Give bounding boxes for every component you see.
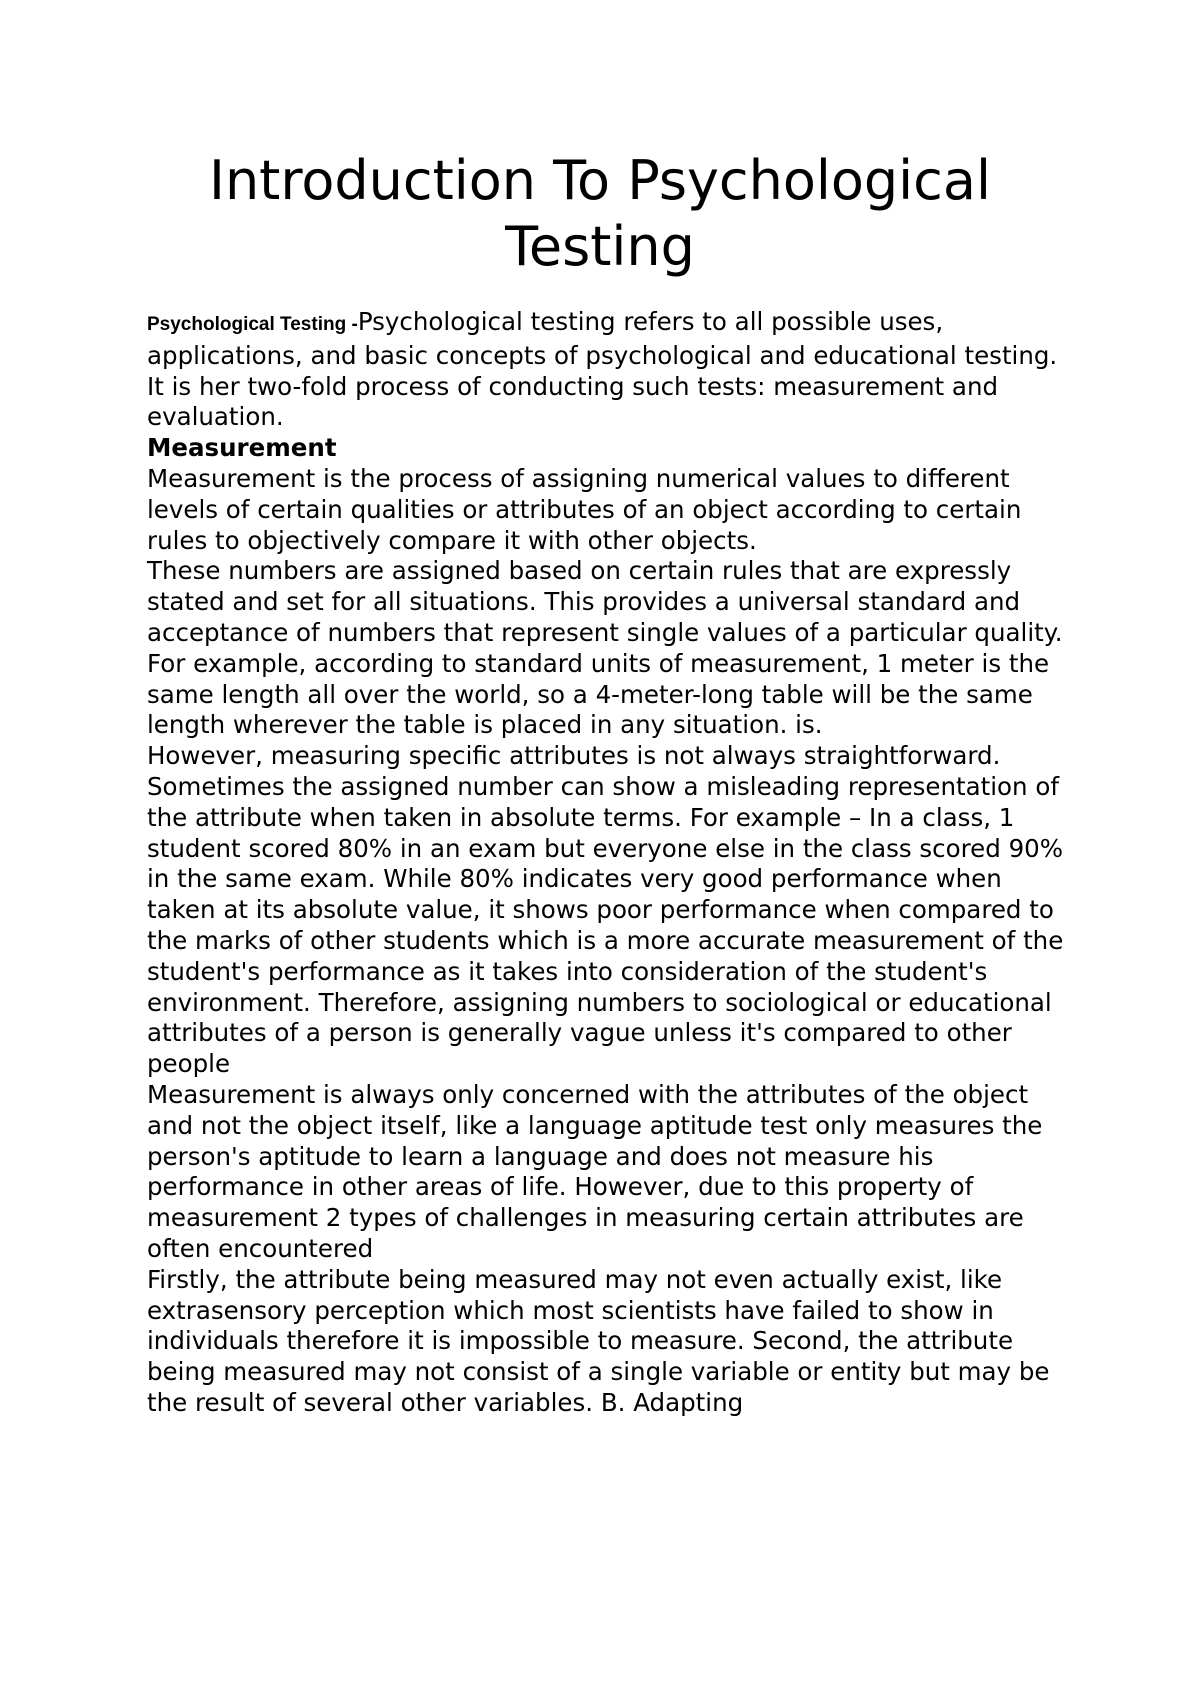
paragraph-attributes: Measurement is always only concerned with the attributes of the object and not the object itself, like a language aptitude test only measures the person's aptitude to learn a language and does not measure his performance in other areas of life. However, due to this property of measurement 2 types of challenges in measuring certain attributes are often encountered	[147, 1079, 1043, 1263]
paragraph-rules: These numbers are assigned based on certain rules that are expressly stated and set for all situations. This provides a universal standard and acceptance of numbers that represent single values of a particular quality. For example, according to standard units of measurement, 1 meter is the same length all over the world, so a 4-meter-long table will be the same length wherever the table is placed in any situation. is.	[147, 556, 1063, 740]
paragraph-challenges: Firstly, the attribute being measured may not even actually exist, like extrasensory perception which most scientists have failed to show in individuals therefore it is impossible to measure. Second, the attribute being measured may not consist of a single variable or entity but may be the result of several other variables. B. Adapting	[147, 1264, 1050, 1417]
term-label: Psychological Testing -	[147, 314, 358, 335]
paragraph-example: However, measuring specific attributes is not always straightforward. Sometimes the assigned number can show a misleading representation of the attribute when taken in absolute terms. For example – In a class, 1 student scored 80% in an exam but everyone else in the class scored 90% in the same exam. While 80% indicates very good performance when taken at its absolute value, it shows poor performance when compared to the marks of other students which is a more accurate measurement of the student's performance as it takes into consideration of the student's environment. Therefore, assigning numbers to sociological or educational attributes of a person is generally vague unless it's compared to other people	[147, 741, 1064, 1079]
intro-paragraph	[147, 307, 1067, 433]
section-heading-measurement: Measurement	[147, 433, 337, 463]
paragraph-definition: Measurement is the process of assigning numerical values to different levels of certain qualities or attributes of an object according to certain rules to objectively compare it with other objects.	[147, 463, 1022, 555]
intro-text: Psychological testing refers to all possible uses, applications, and basic concepts of psychological and educational testing. It is her two-fold process of conducting such tests: measurement and evaluation.	[147, 307, 1058, 432]
document-title: Introduction To Psychological Testing	[209, 149, 991, 278]
document-body	[147, 307, 1067, 1419]
